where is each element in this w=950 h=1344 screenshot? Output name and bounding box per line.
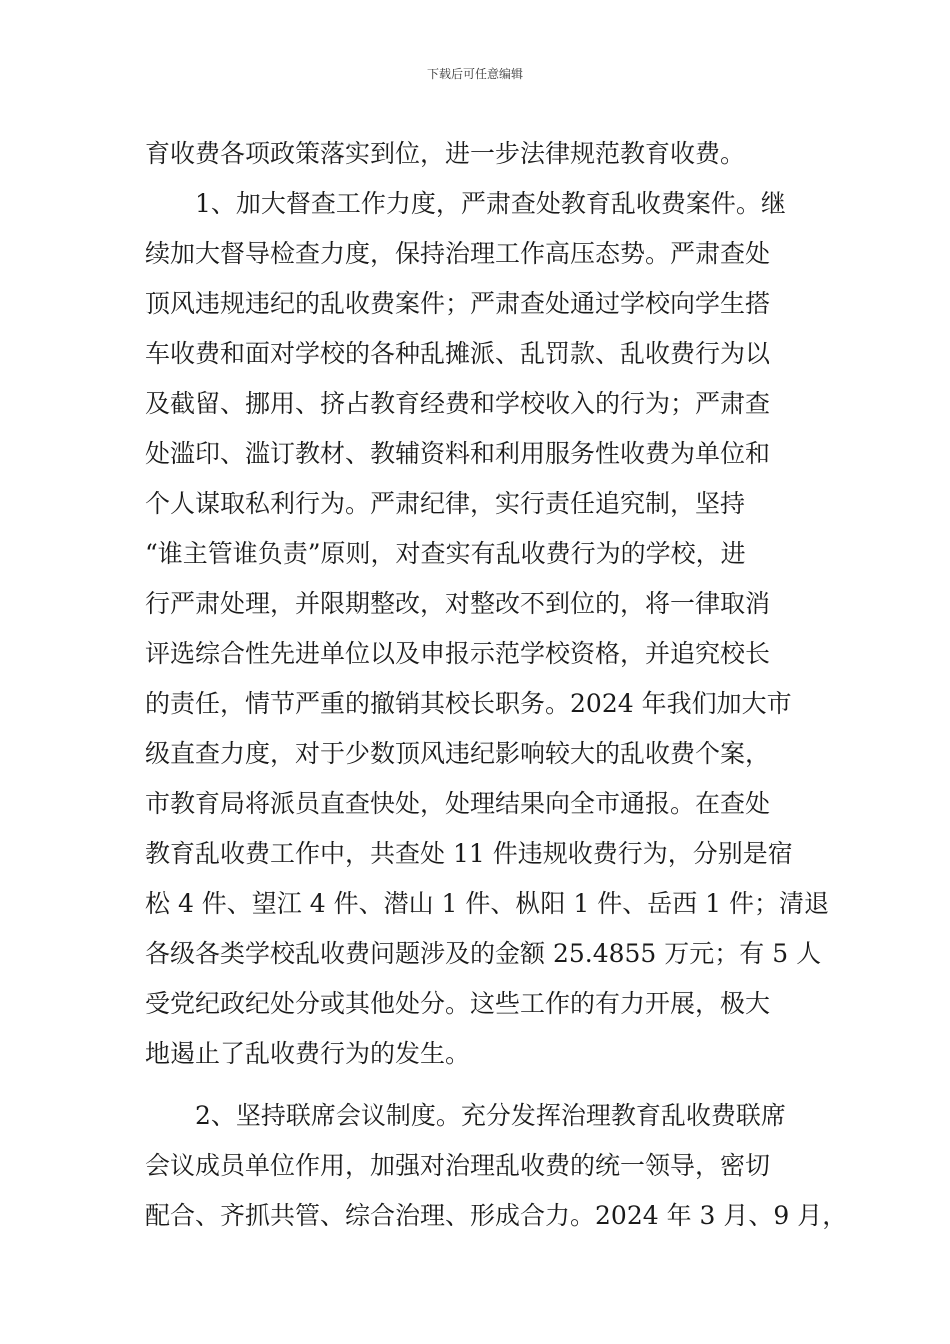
text-line: 会议成员单位作用，加强对治理乱收费的统一领导，密切	[145, 1151, 771, 1180]
text-line: “谁主管谁负责”原则，对查实有乱收费行为的学校，进	[145, 539, 746, 568]
text-line: 育收费各项政策落实到位，进一步法律规范教育收费。	[145, 139, 746, 168]
text-line: 各级各类学校乱收费问题涉及的金额 25.4855 万元；有 5 人	[145, 939, 822, 968]
text-line: 受党纪政纪处分或其他处分。这些工作的有力开展，极大	[145, 989, 771, 1018]
document-body	[145, 129, 848, 1241]
text-line: 个人谋取私利行为。严肃纪律，实行责任追究制，坚持	[145, 489, 746, 518]
paragraph	[145, 129, 810, 179]
text-line: 地遏止了乱收费行为的发生。	[145, 1039, 471, 1068]
text-line: 评选综合性先进单位以及申报示范学校资格，并追究校长	[145, 639, 771, 668]
text-line: 处滥印、滥订教材、教辅资料和利用服务性收费为单位和	[145, 439, 771, 468]
text-line: 的责任，情节严重的撤销其校长职务。2024 年我们加大市	[145, 689, 792, 718]
text-line: 配合、齐抓共管、综合治理、形成合力。2024 年 3 月、9 月，	[145, 1201, 848, 1230]
text-line: 2、坚持联席会议制度。充分发挥治理教育乱收费联席	[195, 1101, 786, 1130]
text-line: 级直查力度，对于少数顶风违纪影响较大的乱收费个案，	[145, 739, 771, 768]
paragraph	[145, 179, 829, 1079]
paragraph-gap	[145, 1079, 810, 1091]
text-line: 1、加大督查工作力度，严肃查处教育乱收费案件。继	[195, 189, 786, 218]
text-line: 教育乱收费工作中，共查处 11 件违规收费行为，分别是宿	[145, 839, 793, 868]
text-line: 松 4 件、望江 4 件、潜山 1 件、枞阳 1 件、岳西 1 件；清退	[145, 889, 829, 918]
page-header: 下载后可任意编辑	[426, 67, 523, 81]
text-line: 市教育局将派员直查快处，处理结果向全市通报。在查处	[145, 789, 771, 818]
text-line: 行严肃处理，并限期整改，对整改不到位的，将一律取消	[145, 589, 771, 618]
paragraph	[145, 1091, 848, 1241]
text-line: 及截留、挪用、挤占教育经费和学校收入的行为；严肃查	[145, 389, 771, 418]
text-line: 车收费和面对学校的各种乱摊派、乱罚款、乱收费行为以	[145, 339, 771, 368]
text-line: 续加大督导检查力度，保持治理工作高压态势。严肃查处	[145, 239, 771, 268]
text-line: 顶风违规违纪的乱收费案件；严肃查处通过学校向学生搭	[145, 289, 771, 318]
